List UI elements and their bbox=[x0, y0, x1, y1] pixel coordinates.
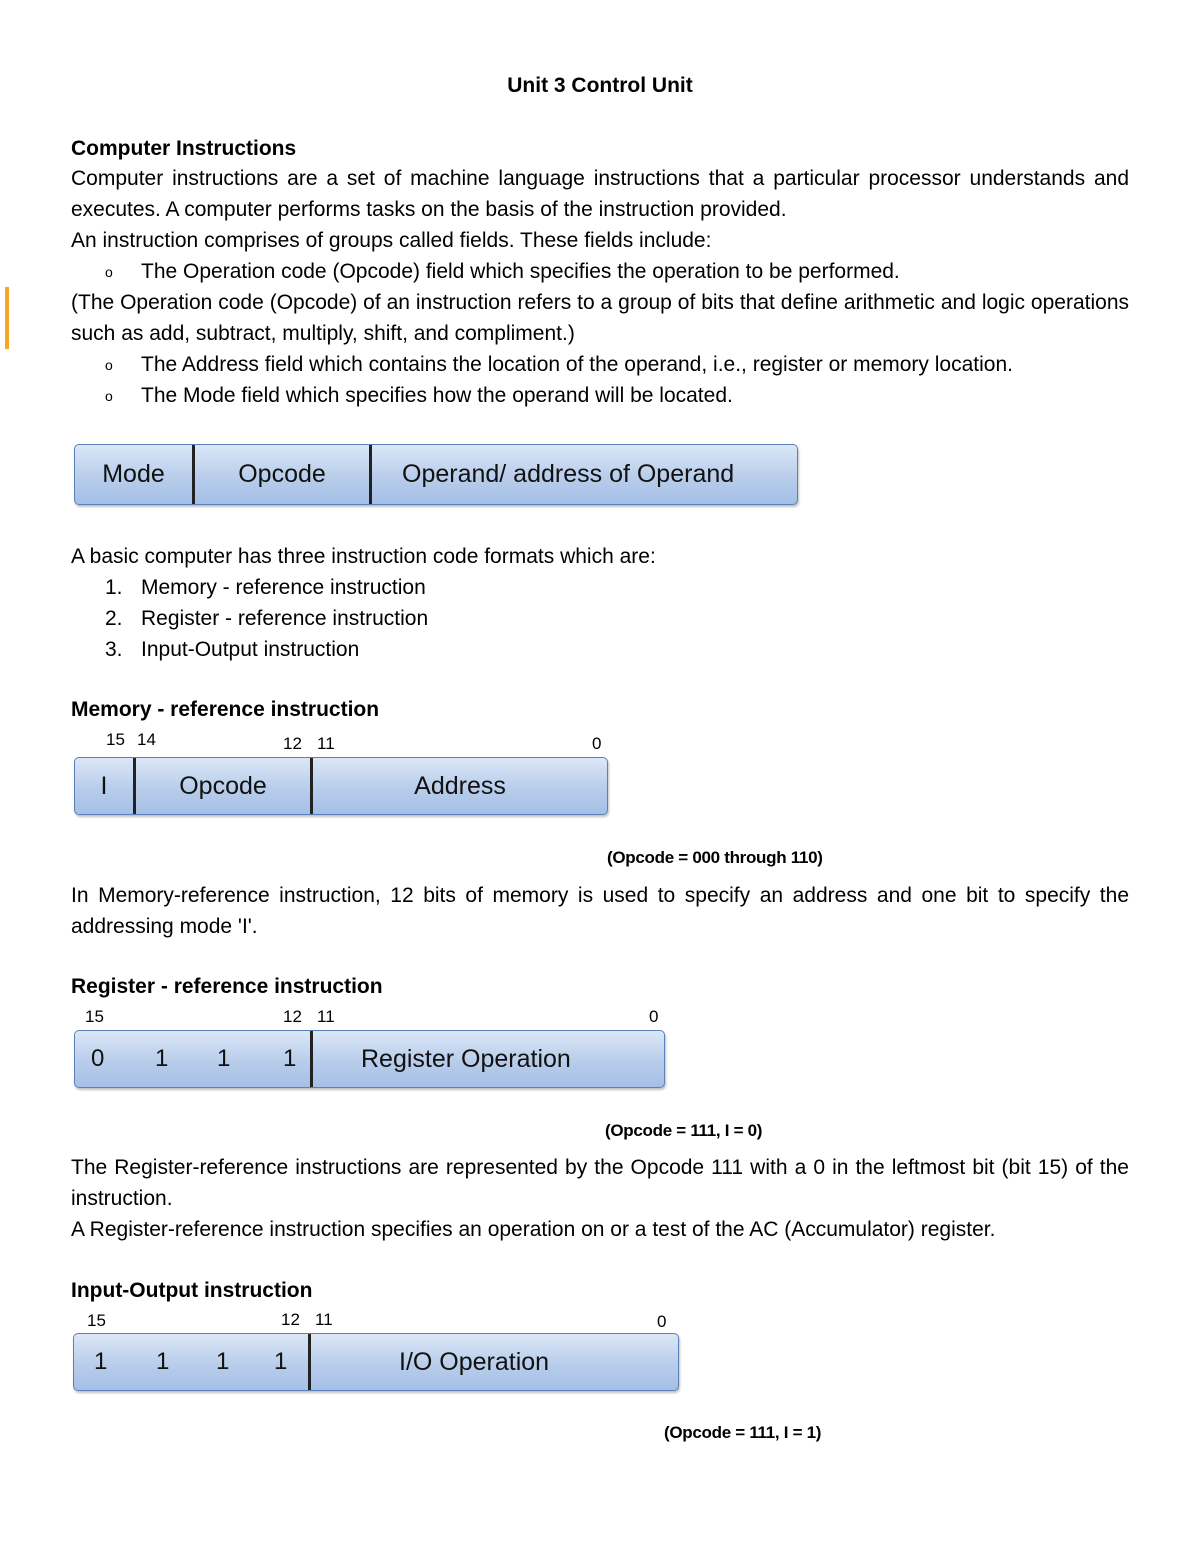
bit-label-0: 0 bbox=[649, 1007, 659, 1026]
bit-value: 1 bbox=[216, 1348, 230, 1375]
heading-register-reference: Register - reference instruction bbox=[71, 975, 383, 998]
paragraph-opcode-note: (The Operation code (Opcode) of an instruction refers to a group of bits that define arithmetic and logic operations such as add, subtract, multiply, shift, and compliment.) bbox=[71, 291, 1129, 345]
caption-io-opcode: (Opcode = 111, I = 1) bbox=[664, 1423, 822, 1442]
paragraph-formats-intro: A basic computer has three instruction code formats which are: bbox=[71, 545, 656, 568]
instruction-format-diagram bbox=[74, 444, 798, 505]
bit-value: 0 bbox=[91, 1045, 105, 1072]
bit-value: 1 bbox=[274, 1348, 288, 1375]
opcode-bits bbox=[74, 1334, 311, 1390]
io-instruction-diagram bbox=[73, 1333, 679, 1391]
field-opcode: Opcode bbox=[195, 445, 372, 504]
paragraph-register-ac: A Register-reference instruction specifies an operation on or a test of the AC (Accumulator) register. bbox=[71, 1218, 996, 1241]
change-marker bbox=[5, 287, 9, 349]
bit-label-0: 0 bbox=[657, 1312, 667, 1331]
memory-reference-diagram bbox=[74, 757, 608, 815]
bit-value: 1 bbox=[283, 1045, 297, 1072]
field-io-operation: I/O Operation bbox=[399, 1347, 550, 1376]
field-register-operation: Register Operation bbox=[361, 1044, 571, 1073]
field-operand: Operand/ address of Operand bbox=[402, 460, 735, 488]
bit-label-15: 15 bbox=[106, 730, 125, 749]
list-item-register: Register - reference instruction bbox=[141, 607, 429, 630]
bit-value: 1 bbox=[155, 1045, 169, 1072]
list-number: 1. bbox=[105, 576, 123, 599]
bit-value: 1 bbox=[217, 1045, 231, 1072]
field-opcode: Opcode bbox=[136, 758, 313, 814]
heading-memory-reference: Memory - reference instruction bbox=[71, 698, 380, 721]
opcode-bits bbox=[75, 1031, 313, 1087]
bullet-mode: The Mode field which specifies how the operand will be located. bbox=[141, 384, 733, 407]
bit-label-15: 15 bbox=[87, 1311, 106, 1330]
field-address: Address bbox=[414, 771, 506, 800]
page-title: Unit 3 Control Unit bbox=[507, 74, 693, 97]
paragraph-memory-reference: In Memory-reference instruction, 12 bits of memory is used to specify an address and one bit to specify the addressing mode 'I'. bbox=[71, 884, 1129, 938]
paragraph-fields: An instruction comprises of groups called fields. These fields include: bbox=[71, 229, 712, 252]
bit-label-12: 12 bbox=[283, 734, 302, 753]
bullet-opcode: The Operation code (Opcode) field which specifies the operation to be performed. bbox=[141, 260, 900, 283]
bullet-address: The Address field which contains the location of the operand, i.e., register or memory location. bbox=[141, 353, 1013, 376]
list-number: 2. bbox=[105, 607, 123, 630]
bullet-icon: o bbox=[105, 264, 113, 280]
list-item-memory: Memory - reference instruction bbox=[141, 576, 426, 599]
heading-computer-instructions: Computer Instructions bbox=[71, 137, 297, 160]
bullet-icon: o bbox=[105, 388, 113, 404]
heading-input-output: Input-Output instruction bbox=[71, 1279, 313, 1302]
list-item-io: Input-Output instruction bbox=[141, 638, 360, 661]
caption-memory-opcode: (Opcode = 000 through 110) bbox=[607, 848, 823, 867]
paragraph-register-reference: The Register-reference instructions are represented by the Opcode 111 with a 0 in the leftmost bit (bit 15) of the instruction. bbox=[71, 1156, 1129, 1210]
bit-label-12: 12 bbox=[281, 1310, 300, 1329]
list-number: 3. bbox=[105, 638, 123, 661]
bit-label-14: 14 bbox=[137, 730, 156, 749]
field-mode: Mode bbox=[75, 445, 195, 504]
bit-label-0: 0 bbox=[592, 734, 602, 753]
bit-label-12: 12 bbox=[283, 1007, 302, 1026]
bit-label-11: 11 bbox=[315, 1310, 333, 1329]
field-i: I bbox=[75, 758, 136, 814]
bit-label-11: 11 bbox=[317, 734, 335, 753]
register-reference-diagram bbox=[74, 1030, 665, 1088]
bullet-icon: o bbox=[105, 357, 113, 373]
bit-value: 1 bbox=[156, 1348, 170, 1375]
bit-label-15: 15 bbox=[85, 1007, 104, 1026]
bit-value: 1 bbox=[94, 1348, 108, 1375]
paragraph-intro: Computer instructions are a set of machine language instructions that a particular processor understands and executes. A computer performs tasks on the basis of the instruction provided. bbox=[71, 167, 1129, 221]
bit-label-11: 11 bbox=[317, 1007, 335, 1026]
caption-register-opcode: (Opcode = 111, I = 0) bbox=[605, 1121, 763, 1140]
